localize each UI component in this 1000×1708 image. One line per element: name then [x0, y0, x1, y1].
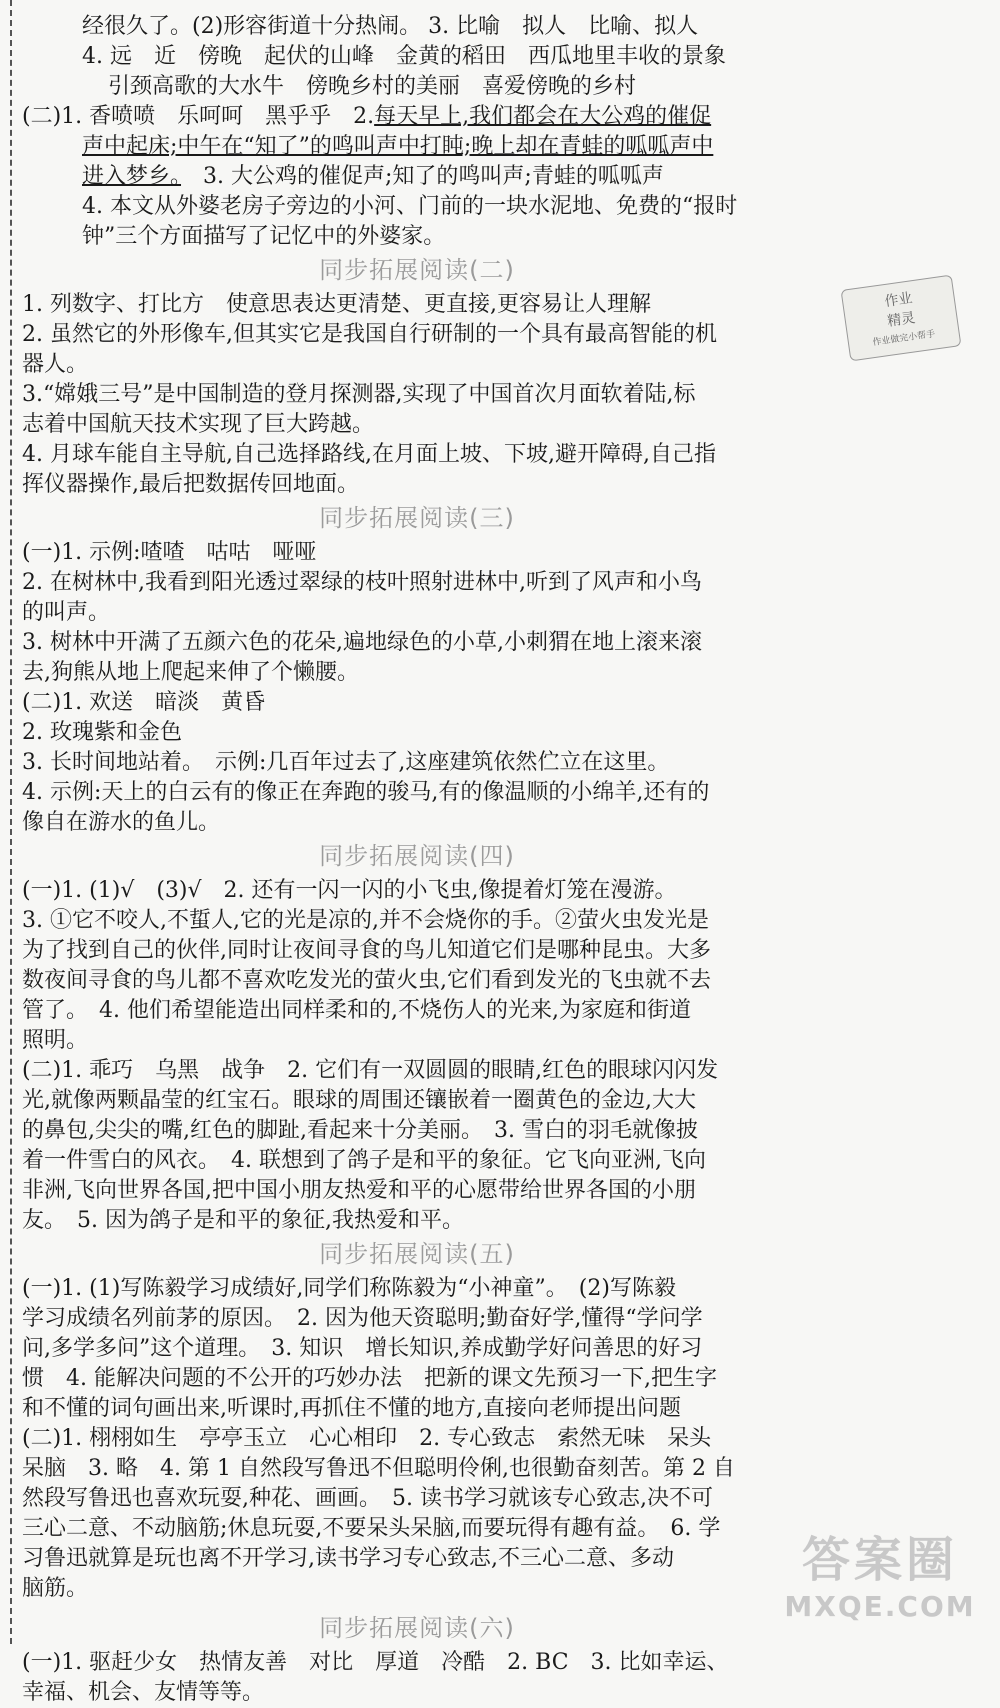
underlined-answer: 每天早上,我们都会在大公鸡的催促 [374, 104, 712, 129]
text-line: 幸福、机会、友情等等。 [22, 1680, 265, 1705]
text-line: 4. 月球车能自主导航,自己选择路线,在月面上坡、下坡,避开障碍,自己指 [22, 442, 716, 467]
text-line: 的叫声。 [22, 600, 111, 625]
text-span: 3. 大公鸡的催促声;知了的鸣叫声;青蛙的呱呱声 [181, 164, 664, 189]
section-heading: 同步拓展阅读(三) [319, 504, 515, 532]
text-line: 为了找到自己的伙伴,同时让夜间寻食的鸟儿知道它们是哪种昆虫。大多 [22, 938, 711, 963]
text-line: 着一件雪白的风衣。 4. 联想到了鸽子是和平的象征。它飞向亚洲,飞向 [22, 1148, 706, 1173]
stamp-text: 作业做完小帮手 [872, 329, 936, 349]
text-line: 3. 树林中开满了五颜六色的花朵,遍地绿色的小草,小刺猬在地上滚来滚 [22, 630, 702, 655]
text-line: 4. 远 近 傍晚 起伏的山峰 金黄的稻田 西瓜地里丰收的景象 [82, 44, 726, 69]
text-line: 问,多学多问”这个道理。 3. 知识 增长知识,养成勤学好问善思的好习 [22, 1336, 703, 1361]
text-line: 然段写鲁迅也喜欢玩耍,种花、画画。 5. 读书学习就该专心致志,决不可 [22, 1486, 713, 1511]
text-line: 光,就像两颗晶莹的红宝石。眼球的周围还镶嵌着一圈黄色的金边,大大 [22, 1088, 696, 1113]
text-line: 照明。 [22, 1028, 89, 1053]
text-line: 志着中国航天技术实现了巨大跨越。 [22, 412, 375, 437]
underlined-answer: 声中起床;中午在“知了”的鸣叫声中打盹;晚上却在青蛙的呱呱声中 [82, 134, 714, 159]
text-line: 像自在游水的鱼儿。 [22, 810, 221, 835]
text-line: (一)1. 驱赶少女 热情友善 对比 厚道 冷酷 2. BC 3. 比如幸运、 [22, 1650, 729, 1675]
text-line: 三心二意、不动脑筋;休息玩耍,不要呆头呆脑,而要玩得有趣有益。 6. 学 [22, 1516, 721, 1541]
text-line: 4. 本文从外婆老房子旁边的小河、门前的一块水泥地、免费的“报时 [82, 194, 738, 219]
text-line: 3.“嫦娥三号”是中国制造的登月探测器,实现了中国首次月面软着陆,标 [22, 382, 696, 407]
text-line: 2. 在树林中,我看到阳光透过翠绿的枝叶照射进林中,听到了风声和小鸟 [22, 570, 702, 595]
text-line: 引颈高歌的大水牛 傍晚乡村的美丽 喜爱傍晚的乡村 [108, 74, 637, 99]
section-heading: 同步拓展阅读(六) [319, 1614, 515, 1642]
text-line: 学习成绩名列前茅的原因。 2. 因为他天资聪明;勤奋好学,懂得“学问学 [22, 1306, 703, 1331]
text-line: 挥仪器操作,最后把数据传回地面。 [22, 472, 359, 497]
stamp-text: 精灵 [886, 310, 917, 330]
text-span: (二)1. 香喷喷 乐呵呵 黑乎乎 2. [22, 104, 375, 129]
text-line: 非洲,飞向世界各国,把中国小朋友热爱和平的心愿带给世界各国的小朋 [22, 1178, 696, 1203]
text-line: 数夜间寻食的鸟儿都不喜欢吃发光的萤火虫,它们看到发光的飞虫就不去 [22, 968, 711, 993]
text-line: 2. 虽然它的外形像车,但其实它是我国自行研制的一个具有最高智能的机 [22, 322, 717, 347]
text-line: 钟”三个方面描写了记忆中的外婆家。 [82, 224, 446, 249]
section-heading: 同步拓展阅读(四) [319, 842, 515, 870]
text-line: 脑筋。 [22, 1576, 89, 1601]
text-line: 经很久了。(2)形容街道十分热闹。 3. 比喻 拟人 比喻、拟人 [82, 14, 699, 39]
stamp-text: 作业 [883, 290, 914, 311]
text-line: 友。 5. 因为鸽子是和平的象征,我热爱和平。 [22, 1208, 464, 1233]
text-line: 和不懂的词句画出来,听课时,再抓住不懂的地方,直接向老师提出问题 [22, 1396, 681, 1421]
text-line: (二)1. 乖巧 乌黑 战争 2. 它们有一双圆圆的眼睛,红色的眼球闪闪发 [22, 1058, 719, 1083]
text-line: (二)1. 欢送 暗淡 黄昏 [22, 690, 266, 715]
text-line: 惯 4. 能解决问题的不公开的巧妙办法 把新的课文先预习一下,把生字 [22, 1366, 717, 1391]
section-heading: 同步拓展阅读(二) [319, 256, 515, 284]
text-line: 4. 示例:天上的白云有的像正在奔跑的骏马,有的像温顺的小绵羊,还有的 [22, 780, 710, 805]
homework-sprite-stamp [841, 275, 962, 362]
section-heading: 同步拓展阅读(五) [319, 1240, 515, 1268]
binding-dashed-line [10, 0, 12, 1644]
text-line: 1. 列数字、打比方 使意思表达更清楚、更直接,更容易让人理解 [22, 292, 651, 317]
text-line: (一)1. (1)写陈毅学习成绩好,同学们称陈毅为“小神童”。 (2)写陈毅 [22, 1276, 676, 1301]
answer-text-column [22, 12, 812, 1708]
text-line [22, 162, 812, 192]
underlined-answer: 进入梦乡。 [82, 164, 182, 189]
text-line: 3. 长时间地站着。 示例:几百年过去了,这座建筑依然伫立在这里。 [22, 750, 670, 775]
watermark-text: 答案圈 [801, 1532, 958, 1588]
text-line: 3. ①它不咬人,不蜇人,它的光是凉的,并不会烧你的手。②萤火虫发光是 [22, 908, 709, 933]
watermark-text: MXQE.COM [784, 1590, 976, 1623]
text-line: (一)1. (1)√ (3)√ 2. 还有一闪一闪的小飞虫,像提着灯笼在漫游。 [22, 878, 677, 903]
text-line: 去,狗熊从地上爬起来伸了个懒腰。 [22, 660, 359, 685]
text-line: 管了。 4. 他们希望能造出同样柔和的,不烧伤人的光来,为家庭和街道 [22, 998, 691, 1023]
text-line: 呆脑 3. 略 4. 第 1 自然段写鲁迅不但聪明伶俐,也很勤奋刻苦。第 2 自 [22, 1456, 735, 1481]
text-line: (二)1. 栩栩如生 亭亭玉立 心心相印 2. 专心致志 索然无味 呆头 [22, 1426, 712, 1451]
text-line: (一)1. 示例:喳喳 咕咕 哑哑 [22, 540, 317, 565]
site-watermark [780, 1530, 980, 1640]
text-line: 的鼻包,尖尖的嘴,红色的脚趾,看起来十分美丽。 3. 雪白的羽毛就像披 [22, 1118, 698, 1143]
text-line: 习鲁迅就算是玩也离不开学习,读书学习专心致志,不三心二意、多动 [22, 1546, 674, 1571]
text-line: 器人。 [22, 352, 89, 377]
text-line: 2. 玫瑰紫和金色 [22, 720, 182, 745]
text-line [22, 102, 812, 132]
